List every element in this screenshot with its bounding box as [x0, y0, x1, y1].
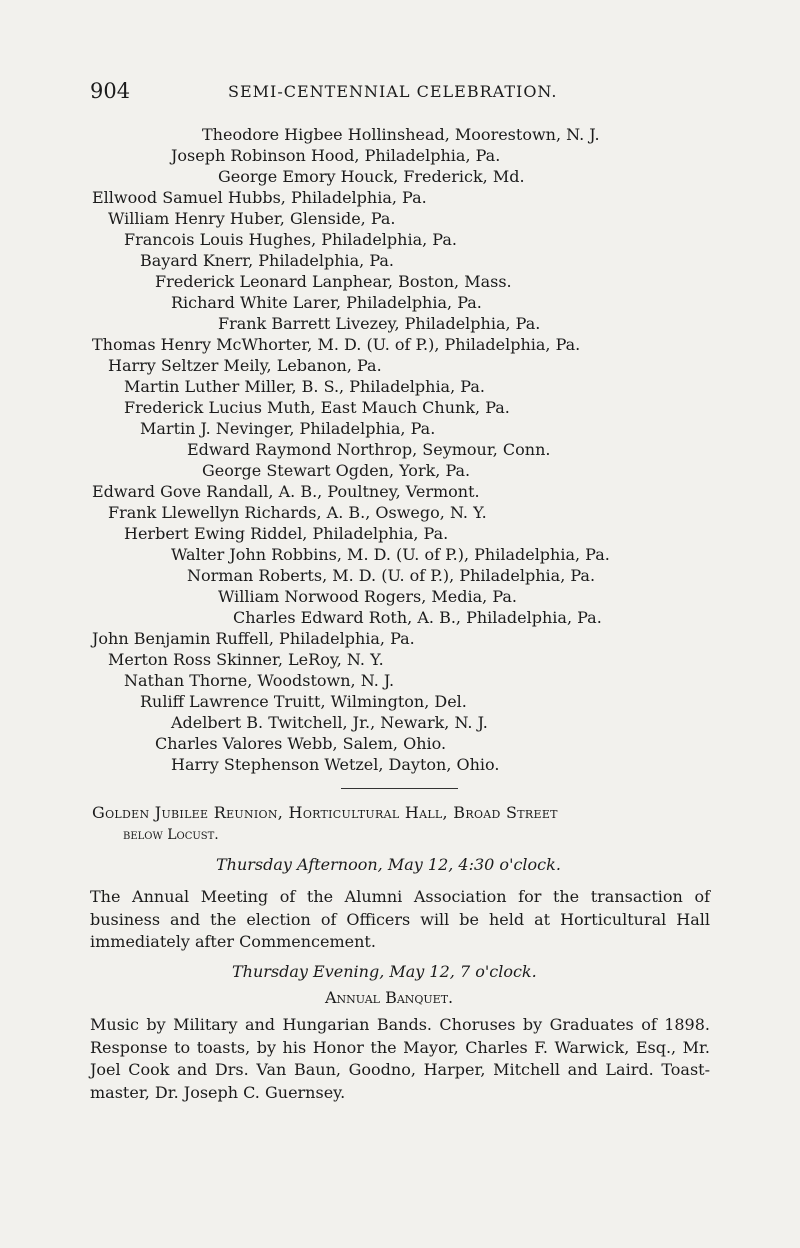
afternoon-time: Thursday Afternoon, May 12, 4:30 o'clock. [216, 855, 561, 874]
section-divider [341, 788, 458, 789]
annual-meeting-text: The Annual Meeting of the Alumni Association for the transaction of business and the election of Officers will be held at Horticultural Hall immediately after Commencement. [90, 887, 710, 951]
list-item: Frederick Leonard Lanphear, Boston, Mass. [155, 272, 512, 291]
evening-time: Thursday Evening, May 12, 7 o'clock. [232, 962, 537, 981]
list-item: Frank Llewellyn Richards, A. B., Oswego, N. Y. [108, 503, 487, 522]
list-item: Francois Louis Hughes, Philadelphia, Pa. [124, 230, 457, 249]
list-item: Nathan Thorne, Woodstown, N. J. [124, 671, 395, 690]
page-number: 904 [90, 79, 131, 103]
banquet-text: Music by Military and Hungarian Bands. Choruses by Graduates of 1898. Response to toasts, by his Honor the Mayor, Charles F. Warwick, Esq., Mr. Joel Cook and Drs. Van Baun, Goodno, Harper, Mitchell and Laird. Toast-master, Dr. Joseph C. Guernsey. [90, 1015, 710, 1102]
list-item: William Norwood Rogers, Media, Pa. [218, 587, 518, 606]
page-header [90, 79, 710, 113]
reunion-heading: Golden Jubilee Reunion, Horticultural Hall, Broad Street [92, 803, 558, 822]
running-head: SEMI-CENTENNIAL CELEBRATION. [228, 82, 558, 101]
list-item: Herbert Ewing Riddel, Philadelphia, Pa. [124, 524, 449, 543]
reunion-heading-continued: below Locust. [123, 827, 219, 843]
list-item: Richard White Larer, Philadelphia, Pa. [171, 293, 482, 312]
list-item: Adelbert B. Twitchell, Jr., Newark, N. J. [171, 713, 488, 732]
list-item: Norman Roberts, M. D. (U. of P.), Philadelphia, Pa. [187, 566, 596, 585]
list-item: Harry Seltzer Meily, Lebanon, Pa. [108, 356, 382, 375]
list-item: John Benjamin Ruffell, Philadelphia, Pa. [92, 629, 415, 648]
list-item: Ellwood Samuel Hubbs, Philadelphia, Pa. [92, 188, 427, 207]
list-item: Martin J. Nevinger, Philadelphia, Pa. [140, 419, 436, 438]
list-item: Theodore Higbee Hollinshead, Moorestown, N. J. [202, 125, 600, 144]
list-item: Merton Ross Skinner, LeRoy, N. Y. [108, 650, 384, 669]
list-item: Bayard Knerr, Philadelphia, Pa. [140, 251, 395, 270]
list-item: Frank Barrett Livezey, Philadelphia, Pa. [218, 314, 541, 333]
list-item: George Emory Houck, Frederick, Md. [218, 167, 525, 186]
list-item: Ruliff Lawrence Truitt, Wilmington, Del. [140, 692, 467, 711]
list-item: Martin Luther Miller, B. S., Philadelphia, Pa. [124, 377, 485, 396]
list-item: Thomas Henry McWhorter, M. D. (U. of P.), Philadelphia, Pa. [92, 335, 581, 354]
list-item: William Henry Huber, Glenside, Pa. [108, 209, 396, 228]
list-item: Harry Stephenson Wetzel, Dayton, Ohio. [171, 755, 500, 774]
list-item: Charles Edward Roth, A. B., Philadelphia, Pa. [233, 608, 602, 627]
list-item: George Stewart Ogden, York, Pa. [202, 461, 471, 480]
banquet-heading: Annual Banquet. [325, 988, 454, 1007]
list-item: Charles Valores Webb, Salem, Ohio. [155, 734, 447, 753]
list-item: Edward Gove Randall, A. B., Poultney, Vermont. [92, 482, 480, 501]
list-item: Edward Raymond Northrop, Seymour, Conn. [187, 440, 551, 459]
list-item: Walter John Robbins, M. D. (U. of P.), Philadelphia, Pa. [171, 545, 610, 564]
list-item: Frederick Lucius Muth, East Mauch Chunk, Pa. [124, 398, 510, 417]
list-item: Joseph Robinson Hood, Philadelphia, Pa. [171, 146, 501, 165]
